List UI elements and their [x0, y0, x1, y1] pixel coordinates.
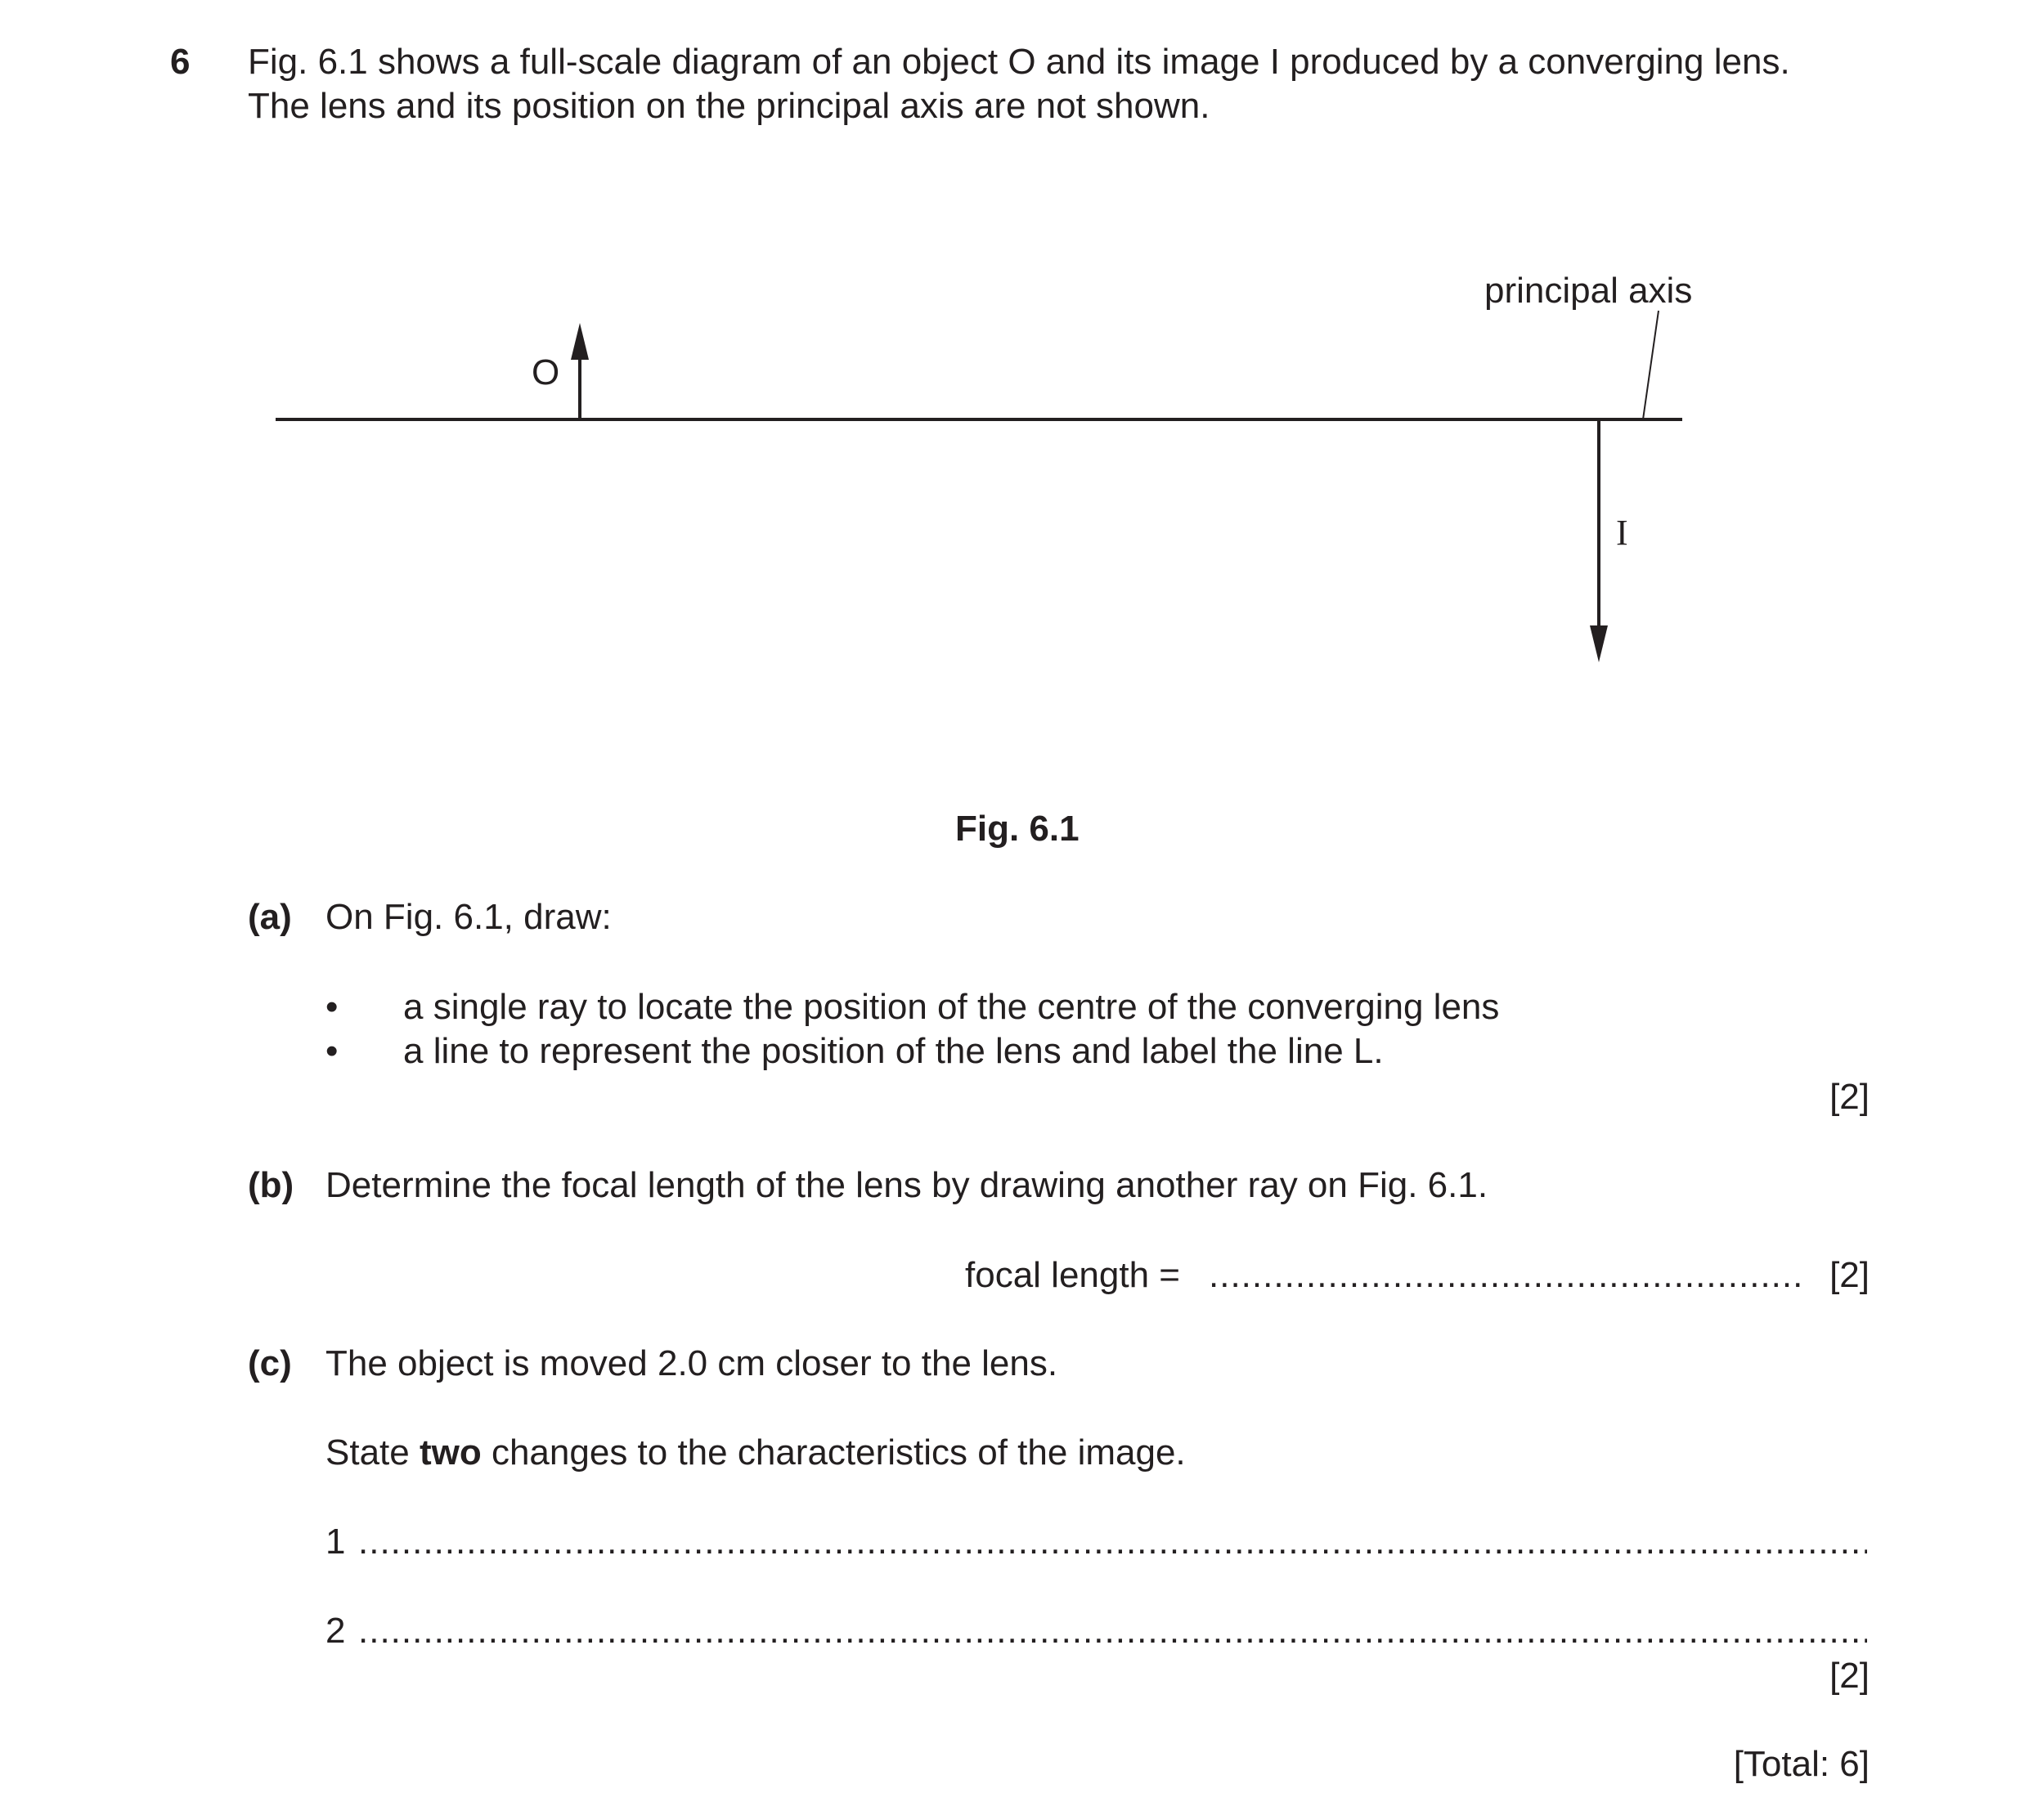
object-label: O [532, 352, 560, 392]
part-b-marks: [2] [1829, 1255, 1870, 1295]
question-number: 6 [170, 42, 191, 82]
focal-length-answer-line[interactable] [1209, 1254, 1806, 1297]
figure-caption: Fig. 6.1 [955, 809, 1080, 849]
question-intro-line-2: The lens and its position on the principal axis are not shown. [248, 86, 1210, 126]
part-c-instruction-bold: two [419, 1432, 482, 1473]
part-c-letter: (c) [248, 1343, 292, 1383]
focal-length-label: focal length = [965, 1255, 1180, 1295]
part-a-bullet-1: a single ray to locate the position of the centre of the converging lens [403, 987, 1500, 1027]
part-a-bullet-1-symbol: • [325, 987, 339, 1027]
image-label: I [1616, 513, 1628, 553]
figure-diagram [0, 0, 2029, 818]
question-intro-line-1: Fig. 6.1 shows a full-scale diagram of an object O and its image I produced by a converging lens. [248, 42, 1790, 82]
part-a-bullet-2-symbol: • [325, 1031, 339, 1071]
part-c-instruction-post: changes to the characteristics of the image. [481, 1432, 1186, 1473]
part-b-letter: (b) [248, 1165, 294, 1205]
part-b-text: Determine the focal length of the lens by drawing another ray on Fig. 6.1. [325, 1165, 1488, 1205]
object-arrow-head [571, 323, 589, 360]
part-a-letter: (a) [248, 897, 292, 937]
image-arrow-head [1590, 625, 1608, 662]
total-marks: [Total: 6] [1733, 1744, 1870, 1784]
part-a-marks: [2] [1829, 1077, 1870, 1117]
answer-2-line[interactable] [358, 1610, 1867, 1652]
principal-axis-leader [1643, 311, 1659, 419]
principal-axis-label: principal axis [1484, 271, 1693, 311]
part-c-instruction-pre: State [325, 1432, 420, 1473]
answer-1-number: 1 [325, 1522, 346, 1562]
part-a-bullet-2: a line to represent the position of the lens and label the line L. [403, 1031, 1384, 1071]
answer-1-line[interactable] [358, 1521, 1867, 1563]
answer-2-number: 2 [325, 1611, 346, 1651]
part-c-text: The object is moved 2.0 cm closer to the lens. [325, 1343, 1058, 1383]
part-c-instruction [325, 1432, 1186, 1474]
part-a-text: On Fig. 6.1, draw: [325, 897, 612, 937]
part-c-marks: [2] [1829, 1656, 1870, 1696]
